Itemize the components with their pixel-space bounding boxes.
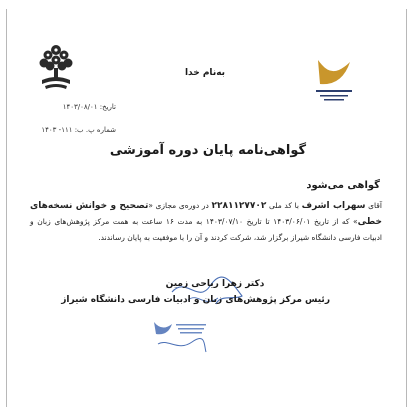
official-stamp-icon: [148, 318, 210, 358]
certificate-body: [30, 198, 382, 246]
left-border-rule: [6, 9, 7, 407]
body-text-1: آقای: [368, 201, 382, 210]
university-emblem-icon: [36, 42, 76, 94]
certificate-date: تاریخ: ۱۴۰۳/۰۸/۰۱: [62, 103, 116, 111]
certificate-number: شماره پ. ب: ۱۱۱- ۱۴۰۳: [41, 126, 116, 134]
national-id: ۲۲۸۱۱۲۷۷۰۲: [211, 201, 267, 211]
body-text-4: » که از تاریخ ۱۴۰۳/۰۶/۰۱ تا تاریخ ۱۴۰۳/۰۷/۱۰ به مدت ۱۶ ساعت به همت مرکز پژوهش‌های زبان و ادبیات فارسی دانشگاه شیراز برگزار شد، شرکت کردند و آن را با موفقیت به پایان رساندند.: [30, 217, 382, 242]
research-center-logo-icon: [312, 56, 356, 110]
right-border-rule: [406, 9, 407, 407]
signer-name: دکتر زهرا ریاحی زمین: [165, 279, 265, 289]
bismillah-heading: به‌نام خدا: [184, 68, 226, 78]
recipient-name: سهراب اشرف: [301, 201, 366, 211]
signer-role: رئیس مرکز پژوهش‌های زبان و ادبیات فارسی دانشگاه شیراز: [61, 295, 330, 305]
body-text-2: با کد ملی: [269, 201, 299, 210]
course-name: تصحیح و خوانش نسخه‌های خطی: [30, 201, 383, 227]
body-text-3: در دوره‌ی مجازی «: [148, 201, 209, 210]
certify-heading: گواهی می‌شود: [306, 180, 380, 191]
certificate-title: گواهی‌نامه پایان دوره آموزشی: [109, 143, 307, 158]
